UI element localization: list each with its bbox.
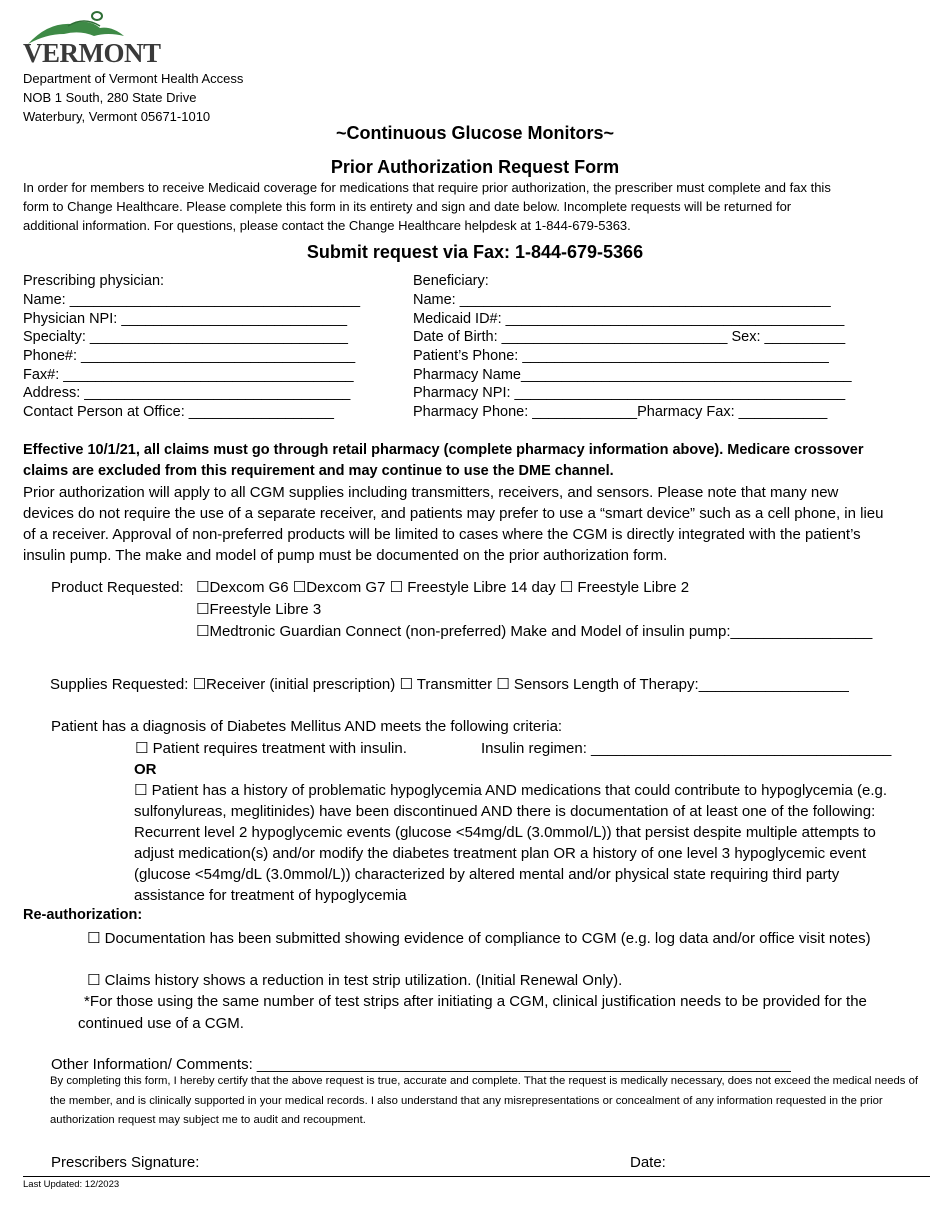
intro-line2: form to Change Healthcare. Please complete this form in its entirety and sign and date below. Incomplete requests will be returned for [23,199,792,214]
hypoglycemia-line6: assistance for treatment of hypoglycemia [134,887,407,904]
prescriber-name-field[interactable]: Name: ____________________________________ [23,292,361,308]
medicaid-id-field[interactable]: Medicaid ID#: __________________________________________ [413,311,845,327]
reauth-documentation-checkbox[interactable]: ☐ Documentation has been submitted showing evidence of compliance to CGM (e.g. log data and/or office visit notes) [87,930,871,947]
dept-address-line1: NOB 1 South, 280 State Drive [23,90,197,105]
intro-line1: In order for members to receive Medicaid coverage for medications that require prior authorization, the prescriber must complete and fax this [23,180,831,195]
certification-text: By completing this form, I hereby certify that the above request is true, accurate and complete. That the request is medically necessary, does not exceed the medical needs of the member, and is clinically supported in your medical records. I also understand that any misrepresentations or concealment of any information requested in the prior authorization request may subject me to audit and recoupment. [50,1075,919,1126]
prescriber-fax-field[interactable]: Fax#: ____________________________________ [23,367,354,383]
product-option-libre3[interactable]: ☐Freestyle Libre 3 [196,601,322,618]
product-options-line1[interactable]: ☐Dexcom G6 ☐Dexcom G7 ☐ Freestyle Libre 14 day ☐ Freestyle Libre 2 [196,579,690,596]
cgm-policy-line3: of a receiver. Approval of non-preferred products will be limited to cases where the CGM is directly integrated with the patient’s [23,526,861,543]
product-option-medtronic[interactable]: ☐Medtronic Guardian Connect (non-preferred) Make and Model of insulin pump:_________________ [196,623,873,640]
form-title-line2: Prior Authorization Request Form [330,157,620,177]
prescriber-npi-field[interactable]: Physician NPI: ____________________________ [23,311,348,327]
signature-line [23,1176,930,1177]
fax-heading: Submit request via Fax: 1-844-679-5366 [306,242,644,262]
insulin-treatment-checkbox[interactable]: ☐ Patient requires treatment with insulin. [135,740,407,757]
date-label[interactable]: Date: [630,1154,666,1171]
prescriber-address-field[interactable]: Address: _________________________________ [23,385,351,401]
prescriber-contact-field[interactable]: Contact Person at Office: __________________ [23,404,334,420]
last-updated: Last Updated: 12/2023 [23,1179,120,1190]
or-separator: OR [134,761,157,778]
comments-field[interactable]: Other Information/ Comments: ________________________________________________________________ [51,1056,791,1073]
hypoglycemia-line3: Recurrent level 2 hypoglycemic events (glucose <54mg/dL (3.0mmol/L)) that persist despite multiple attempts to [134,824,876,841]
cgm-policy-line2: devices do not require the use of a separate receiver, and patients may prefer to use a “smart device” such as a cell phone, in lieu [23,505,884,522]
hypoglycemia-line1[interactable]: ☐ Patient has a history of problematic hypoglycemia AND medications that could contribute to hypoglycemia (e.g. [134,782,887,799]
beneficiary-name-field[interactable]: Name: ______________________________________________ [413,292,831,308]
signature-label[interactable]: Prescribers Signature: [51,1154,200,1171]
cgm-policy-line4: insulin pump. The make and model of pump must be documented on the prior authorization form. [23,547,668,564]
effective-notice-line2: claims are excluded from this requirement and may continue to use the DME channel. [23,463,614,479]
cgm-policy-line1: Prior authorization will apply to all CGM supplies including transmitters, receivers, and sensors. Please note that many new [23,484,839,501]
prescriber-heading: Prescribing physician: [23,273,165,289]
reauth-heading: Re-authorization: [23,907,143,923]
product-requested-label: Product Requested: [51,579,184,596]
form-title-line1: ~Continuous Glucose Monitors~ [335,123,614,143]
insulin-regimen-field[interactable]: Insulin regimen: ____________________________________ [481,740,892,757]
supplies-requested[interactable]: Supplies Requested: ☐Receiver (initial prescription) ☐ Transmitter ☐ Sensors Length of Therapy:__________________ [50,676,849,693]
reauth-note-line1: *For those using the same number of test strips after initiating a CGM, clinical justification needs to be provided for the [84,993,867,1010]
dob-sex-field[interactable]: Date of Birth: ____________________________ Sex: __________ [413,329,846,345]
pharmacy-npi-field[interactable]: Pharmacy NPI: _________________________________________ [413,385,846,401]
effective-notice-line1: Effective 10/1/21, all claims must go through retail pharmacy (complete pharmacy information above). Medicare crossover [23,442,864,458]
reauth-note-line2: continued use of a CGM. [78,1015,244,1032]
diagnosis-heading: Patient has a diagnosis of Diabetes Mellitus AND meets the following criteria: [51,718,563,735]
dept-name: Department of Vermont Health Access [23,71,244,86]
hypoglycemia-line5: (glucose <54mg/dL (3.0mmol/L)) characterized by altered mental and/or physical state requiring third party [134,866,840,883]
hypoglycemia-line4: adjust medication(s) and/or modify the diabetes treatment plan OR a history of one level 3 hypoglycemic event [134,845,867,862]
patient-phone-field[interactable]: Patient’s Phone: ______________________________________ [413,348,829,364]
dept-address-line2: Waterbury, Vermont 05671-1010 [23,109,211,124]
beneficiary-heading: Beneficiary: [413,273,489,289]
vermont-logo-text: VERMONT [23,38,161,68]
intro-line3: additional information. For questions, please contact the Change Healthcare helpdesk at 1-844-679-5363. [23,218,631,233]
hypoglycemia-line2: sulfonylureas, meglitinides) have been discontinued AND there is documentation of at least one of the following: [134,803,876,820]
pharmacy-phone-fax-field[interactable]: Pharmacy Phone: _____________Pharmacy Fax: ___________ [413,404,828,420]
prescriber-specialty-field[interactable]: Specialty: ________________________________ [23,329,348,345]
prescriber-phone-field[interactable]: Phone#: __________________________________ [23,348,356,364]
pharmacy-name-field[interactable]: Pharmacy Name_________________________________________ [413,367,852,383]
reauth-claims-checkbox[interactable]: ☐ Claims history shows a reduction in test strip utilization. (Initial Renewal Only). [87,972,623,989]
